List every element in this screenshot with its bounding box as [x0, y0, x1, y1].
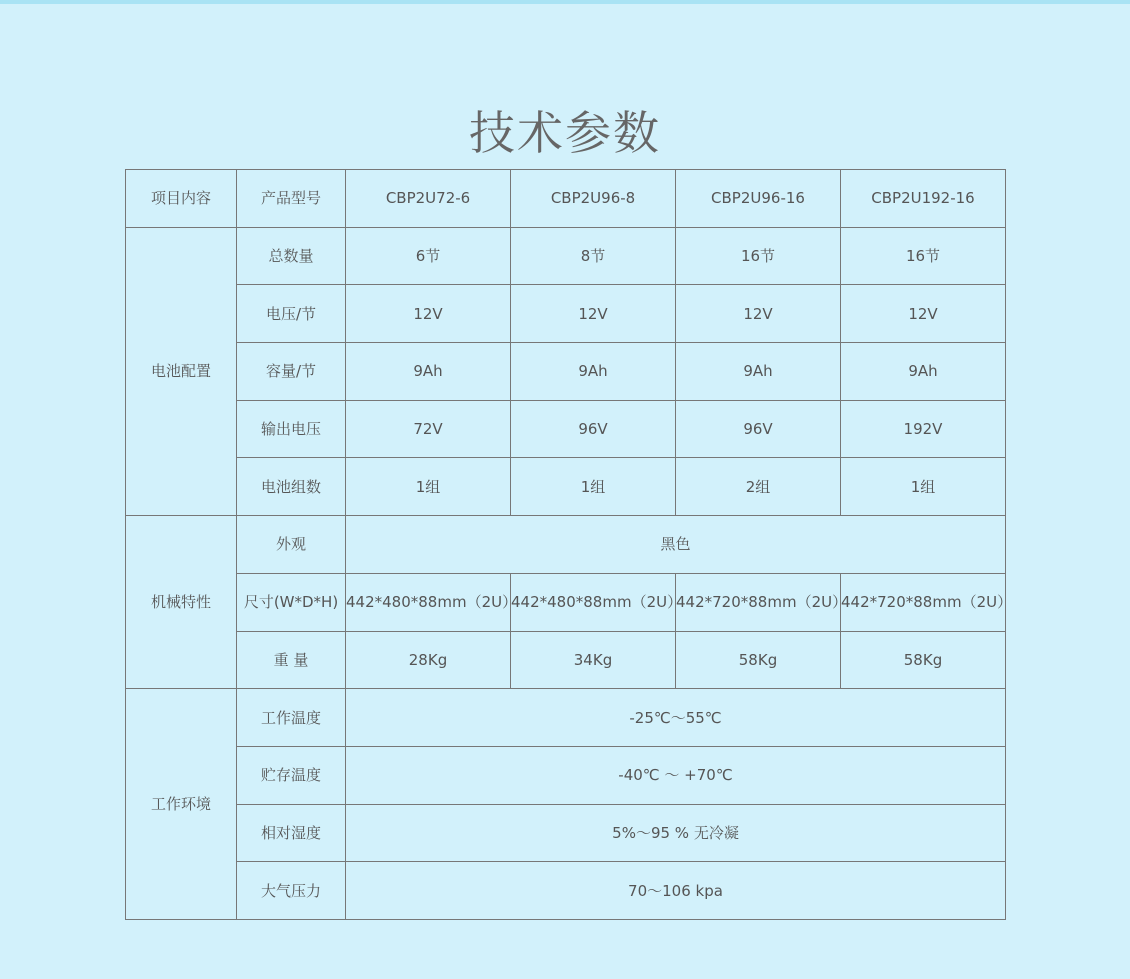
table-row [126, 516, 1006, 574]
group-environment: 工作环境 [126, 689, 237, 920]
cell-value: 442*720*88mm（2U） [676, 573, 841, 631]
cell-value: 192V [841, 400, 1006, 458]
cell-value: 1组 [841, 458, 1006, 516]
row-label: 相对湿度 [237, 804, 346, 862]
table-row [126, 804, 1006, 862]
row-label: 容量/节 [237, 343, 346, 401]
cell-value-merged: -25℃～55℃ [346, 689, 1006, 747]
row-label: 工作温度 [237, 689, 346, 747]
cell-value: 34Kg [511, 631, 676, 689]
table-row [126, 746, 1006, 804]
spec-table [125, 169, 1013, 920]
group-mechanical: 机械特性 [126, 516, 237, 689]
table-row [126, 689, 1006, 747]
cell-value: 96V [511, 400, 676, 458]
cell-value-merged: 70～106 kpa [346, 862, 1006, 920]
page-title: 技术参数 [469, 105, 661, 160]
row-label: 外观 [237, 516, 346, 574]
table-row [126, 631, 1006, 689]
cell-value: 28Kg [346, 631, 511, 689]
cell-value: 12V [841, 285, 1006, 343]
row-label: 尺寸(W*D*H) [237, 573, 346, 631]
header-model: CBP2U192-16 [841, 170, 1006, 228]
table-header-row [126, 170, 1006, 228]
cell-value: 1组 [346, 458, 511, 516]
header-model: CBP2U96-16 [676, 170, 841, 228]
cell-value: 1组 [511, 458, 676, 516]
cell-value: 12V [346, 285, 511, 343]
cell-value-merged: 5%～95 % 无冷凝 [346, 804, 1006, 862]
cell-value: 16节 [841, 227, 1006, 285]
cell-value: 9Ah [841, 343, 1006, 401]
cell-value: 96V [676, 400, 841, 458]
table-row [126, 458, 1006, 516]
row-label: 电池组数 [237, 458, 346, 516]
cell-value: 9Ah [511, 343, 676, 401]
cell-value: 72V [346, 400, 511, 458]
table-row [126, 227, 1006, 285]
top-border-strip [0, 0, 1130, 4]
cell-value: 442*720*88mm（2U） [841, 573, 1006, 631]
row-label: 电压/节 [237, 285, 346, 343]
cell-value: 442*480*88mm（2U） [511, 573, 676, 631]
row-label: 输出电压 [237, 400, 346, 458]
cell-value: 442*480*88mm（2U） [346, 573, 511, 631]
cell-value: 9Ah [676, 343, 841, 401]
table-row [126, 573, 1006, 631]
row-label: 总数量 [237, 227, 346, 285]
cell-value: 9Ah [346, 343, 511, 401]
cell-value: 12V [676, 285, 841, 343]
row-label: 贮存温度 [237, 746, 346, 804]
header-model: CBP2U96-8 [511, 170, 676, 228]
table-row [126, 343, 1006, 401]
header-model: CBP2U72-6 [346, 170, 511, 228]
table-row [126, 400, 1006, 458]
row-label: 大气压力 [237, 862, 346, 920]
cell-value: 2组 [676, 458, 841, 516]
cell-value: 12V [511, 285, 676, 343]
header-item-content: 项目内容 [126, 170, 237, 228]
cell-value-merged: -40℃ ～ +70℃ [346, 746, 1006, 804]
table-row [126, 862, 1006, 920]
cell-value: 58Kg [841, 631, 1006, 689]
table-row [126, 285, 1006, 343]
cell-value-merged: 黑色 [346, 516, 1006, 574]
header-product-model: 产品型号 [237, 170, 346, 228]
cell-value: 16节 [676, 227, 841, 285]
cell-value: 6节 [346, 227, 511, 285]
cell-value: 58Kg [676, 631, 841, 689]
row-label: 重 量 [237, 631, 346, 689]
group-battery-config: 电池配置 [126, 227, 237, 515]
cell-value: 8节 [511, 227, 676, 285]
